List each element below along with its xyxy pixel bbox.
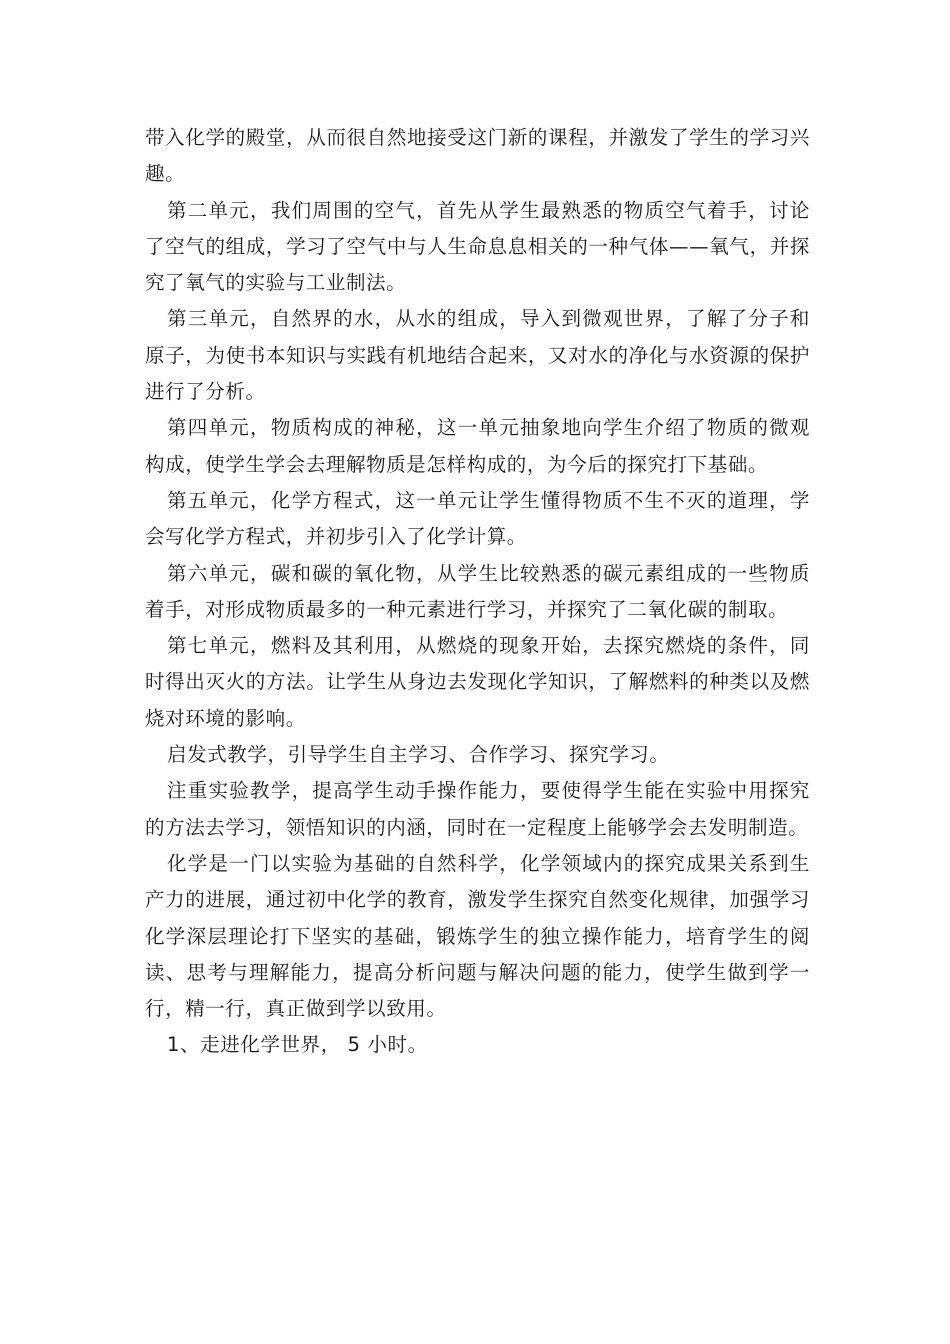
document-body [145, 120, 810, 1064]
paragraph-unit-7: 第七单元，燃料及其利用，从燃烧的现象开始，去探究燃烧的条件，同时得出灭火的方法。让学生从身边去发现化学知识，了解燃料的种类以及燃烧对环境的影响。 [145, 634, 810, 730]
paragraph-unit-2: 第二单元，我们周围的空气，首先从学生最熟悉的物质空气着手，讨论了空气的组成，学习了空气中与人生命息息相关的一种气体——氧气，并探究了氧气的实验与工业制法。 [145, 198, 810, 295]
paragraph-unit-6: 第六单元，碳和碳的氧化物，从学生比较熟悉的碳元素组成的一些物质着手，对形成物质最多的一种元素进行学习，并探究了二氧化碳的制取。 [145, 561, 810, 621]
paragraph-schedule-item-1: 1、走进化学世界， 5 小时。 [167, 1033, 428, 1057]
paragraph-unit-5: 第五单元，化学方程式，这一单元让学生懂得物质不生不灭的道理，学会写化学方程式，并初步引入了化学计算。 [145, 488, 810, 549]
paragraph-heuristic-teaching: 启发式教学，引导学生自主学习、合作学习、探究学习。 [167, 743, 670, 767]
paragraph-chemistry-goals: 化学是一门以实验为基础的自然科学，化学领域内的探究成果关系到生产力的进展，通过初中化学的教育，激发学生探究自然变化规律，加强学习化学深层理论打下坚实的基础，锻炼学生的独立操作能力，培育学生的阅读、思考与理解能力，提高分析问题与解决问题的能力，使学生做到学一行，精一行，真正做到学以致用。 [145, 851, 810, 1021]
paragraph-experiment-teaching: 注重实验教学，提高学生动手操作能力，要使得学生能在实验中用探究的方法去学习，领悟知识的内涵，同时在一定程度上能够学会去发明制造。 [145, 779, 810, 839]
paragraph-unit-3: 第三单元，自然界的水，从水的组成，导入到微观世界，了解了分子和原子，为使书本知识与实践有机地结合起来，又对水的净化与水资源的保护进行了分析。 [145, 307, 810, 404]
paragraph-continuation: 带入化学的殿堂，从而很自然地接受这门新的课程，并激发了学生的学习兴趣。 [145, 126, 810, 186]
paragraph-unit-4: 第四单元，物质构成的神秘，这一单元抽象地向学生介绍了物质的微观构成，使学生学会去理解物质是怎样构成的，为今后的探究打下基础。 [145, 416, 810, 476]
